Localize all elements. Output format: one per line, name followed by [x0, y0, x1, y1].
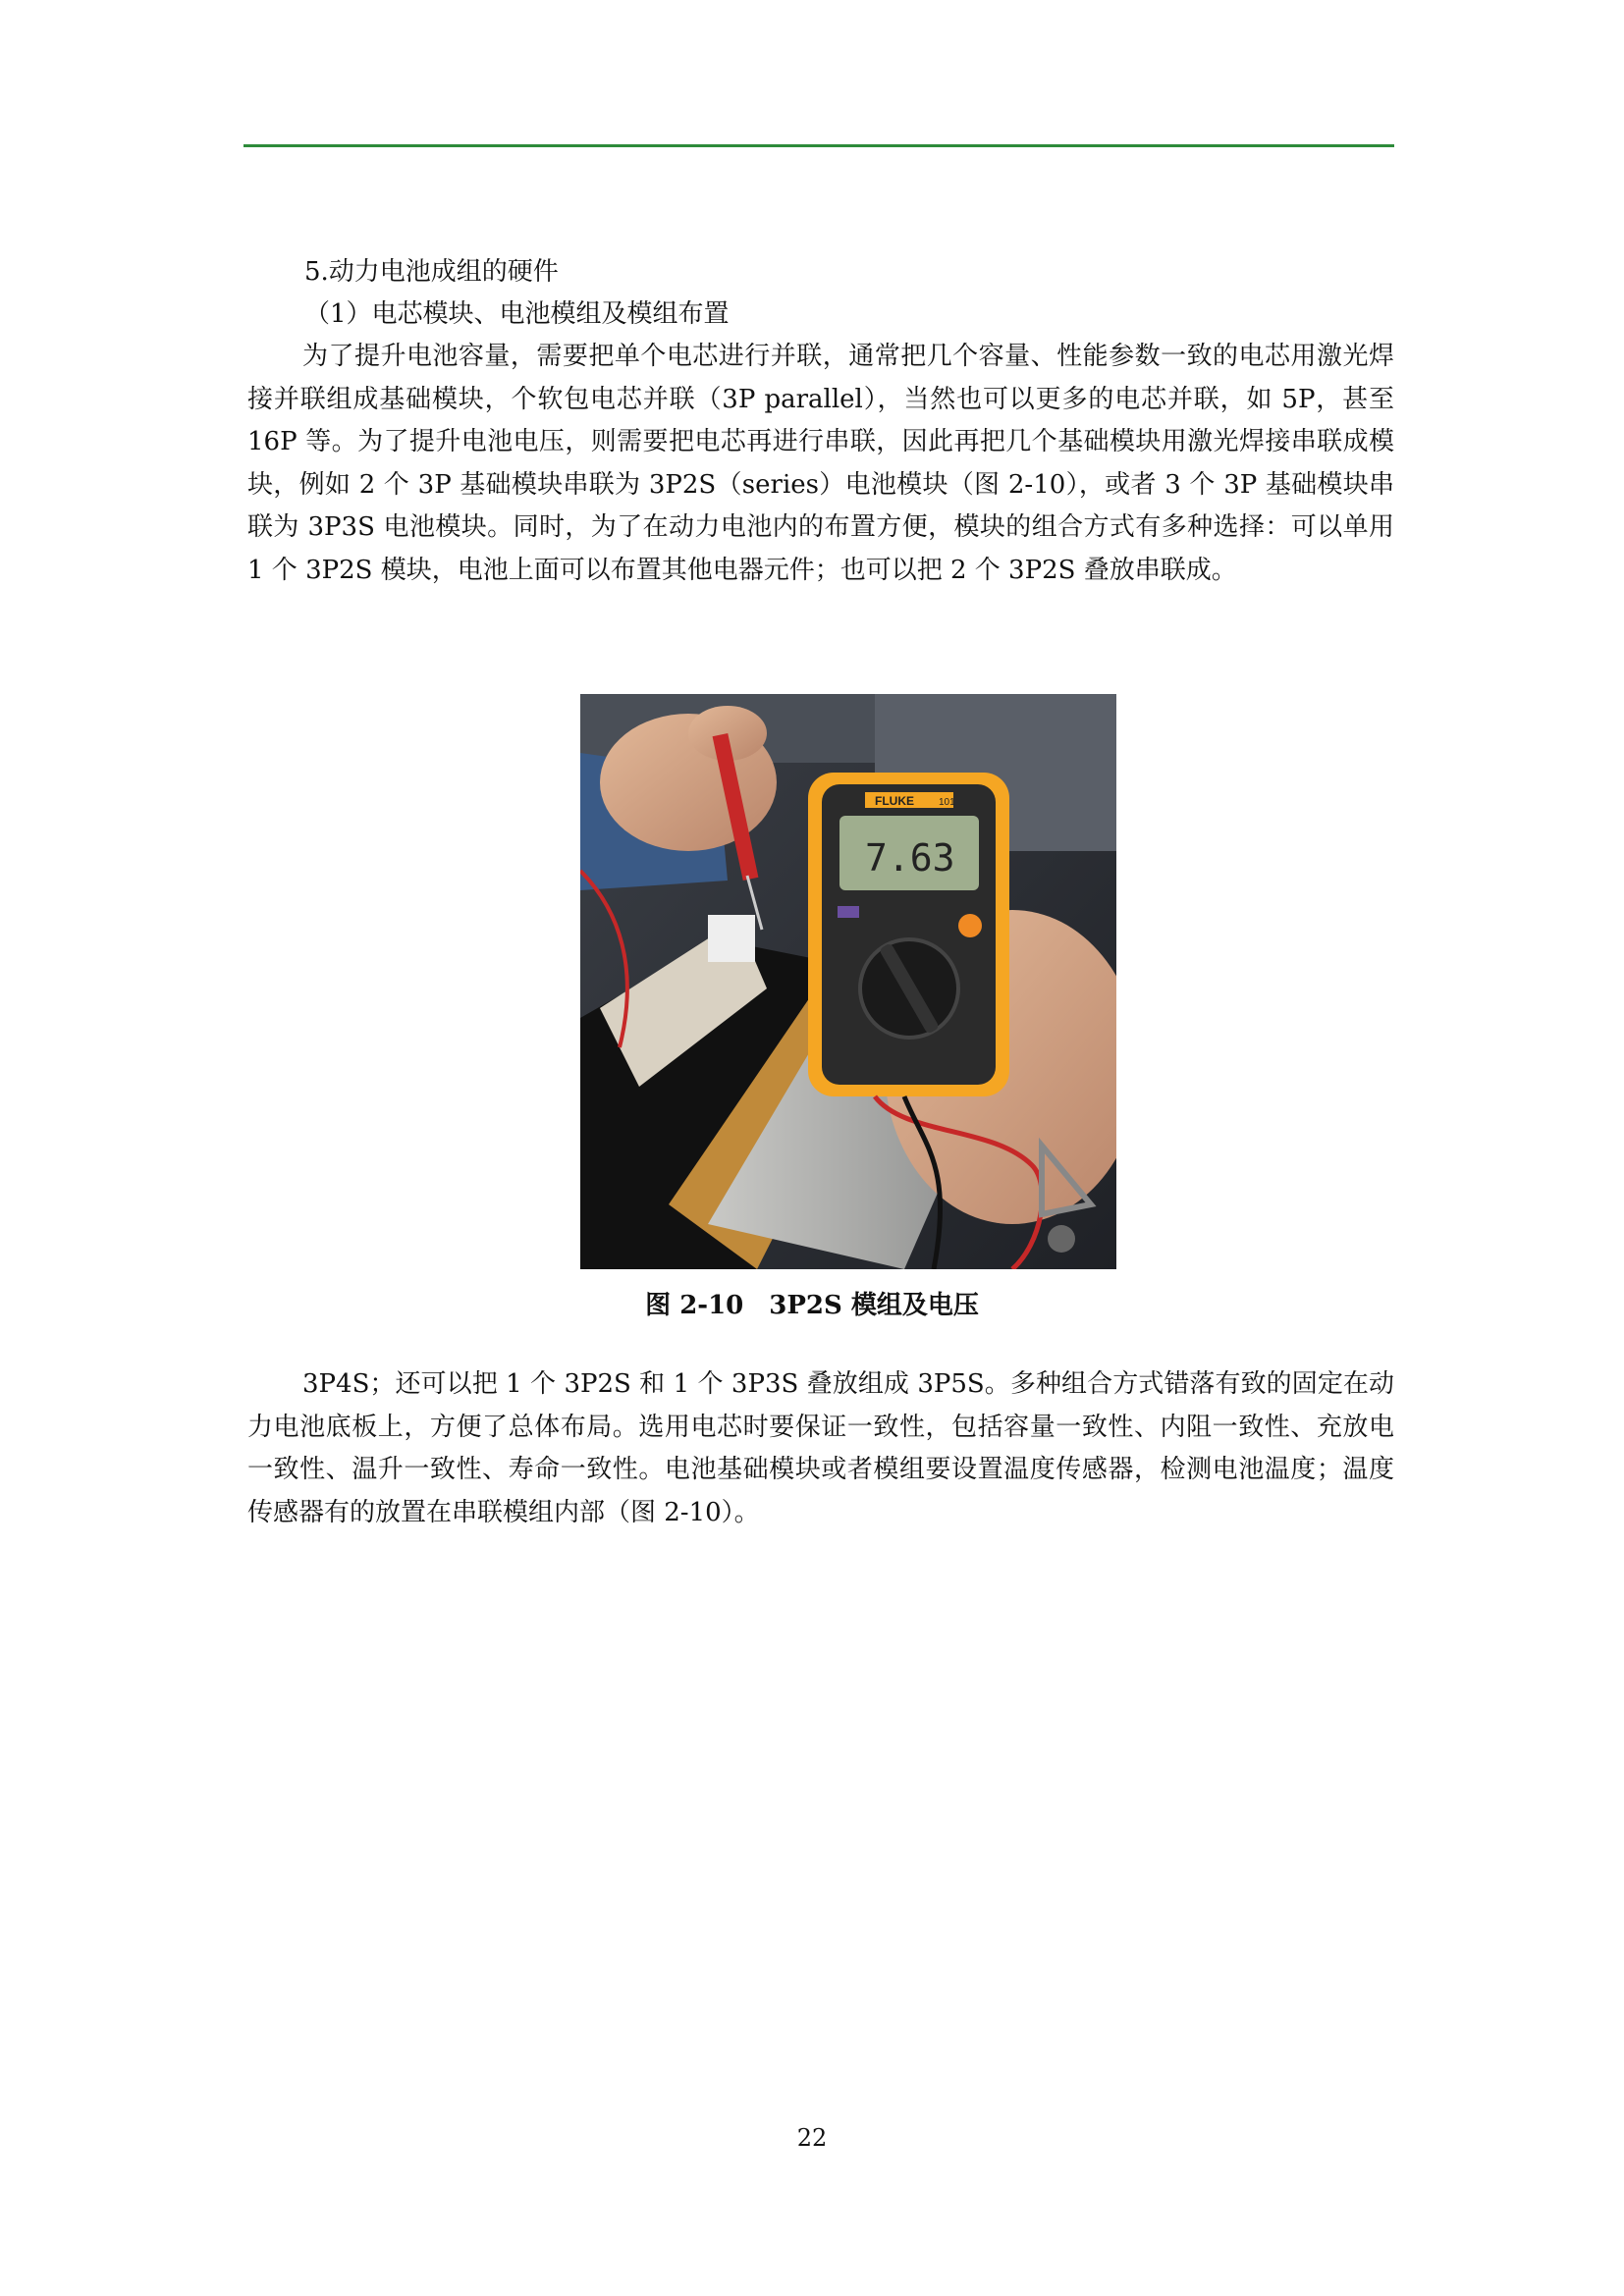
paragraph-2: 3P4S；还可以把 1 个 3P2S 和 1 个 3P3S 叠放组成 3P5S。多种组合方式错落有致的固定在动力电池底板上，方便了总体布局。选用电芯时要保证一致性，包括容量一致性、内阻一致性、充放电一致性、温升一致性、寿命一致性。电池基础模块或者模组要设置温度传感器，检测电池温度；温度传感器有的放置在串联模组内部（图 2-10）。 — [247, 1369, 1394, 1527]
meter-brand-label: FLUKE — [875, 794, 914, 808]
subsection-heading: （1）电芯模块、电池模组及模组布置 — [304, 299, 730, 329]
paragraph-1: 为了提升电池容量，需要把单个电芯进行并联，通常把几个容量、性能参数一致的电芯用激光焊接并联组成基础模块，个软包电芯并联（3P parallel），当然也可以更多的电芯并联，如 5P，甚至 16P 等。为了提升电池电压，则需要把电芯再进行串联，因此再把几个基础模块用激光焊接串联成模块，例如 2 个 3P 基础模块串联为 3P2S（series）电池模块（图 2-10），或者 3 个 3P 基础模块串联为 3P3S 电池模块。同时，为了在动力电池内的布置方便，模块的组合方式有多种选择：可以单用 1 个 3P2S 模块，电池上面可以布置其他电器元件；也可以把 2 个 3P2S 叠放串联成。 — [247, 342, 1394, 585]
meter-model-label: 101 — [939, 797, 955, 808]
meter-reading: 7.63 — [865, 836, 955, 880]
section-heading: 5.动力电池成组的硬件 — [304, 257, 559, 287]
figure-caption: 图 2-10 3P2S 模组及电压 — [645, 1291, 979, 1320]
header-rule — [244, 144, 1394, 147]
multimeter-photo-illustration — [580, 694, 1116, 1269]
page-number: 22 — [796, 2124, 828, 2152]
figure-photo — [580, 694, 1116, 1269]
